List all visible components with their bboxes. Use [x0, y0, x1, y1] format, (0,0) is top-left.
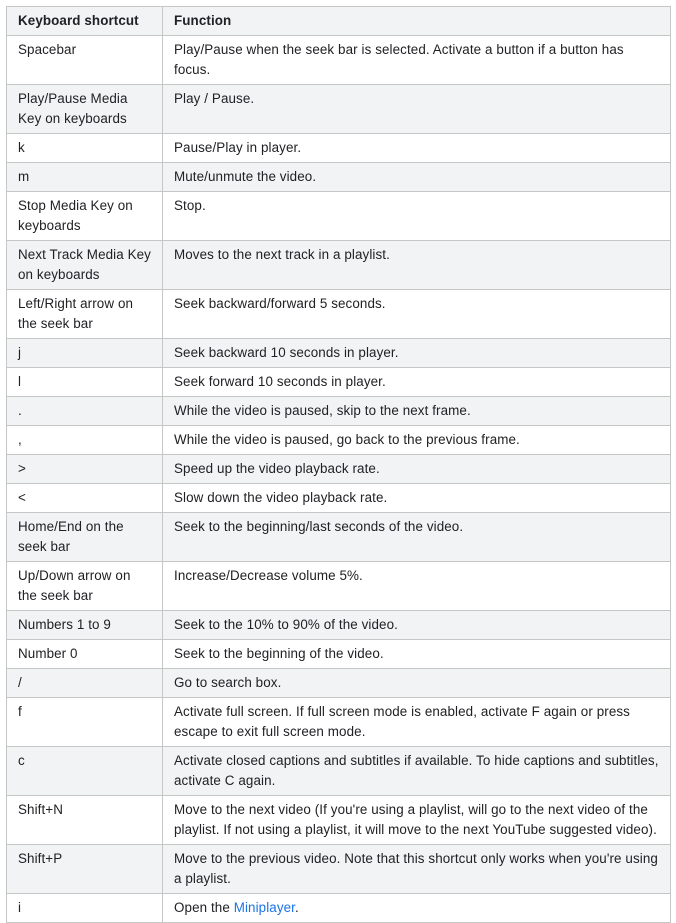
shortcut-cell: Next Track Media Key on keyboards	[7, 241, 163, 290]
shortcut-cell: f	[7, 698, 163, 747]
table-row	[7, 894, 671, 923]
table-row	[7, 339, 671, 368]
function-text: Open the	[174, 900, 234, 915]
function-cell: Seek forward 10 seconds in player.	[163, 368, 671, 397]
shortcut-cell: Numbers 1 to 9	[7, 611, 163, 640]
table-row	[7, 611, 671, 640]
table-row	[7, 192, 671, 241]
shortcut-cell: j	[7, 339, 163, 368]
function-cell: Activate closed captions and subtitles if available. To hide captions and subtitles, activate C again.	[163, 747, 671, 796]
function-cell: Seek to the beginning of the video.	[163, 640, 671, 669]
shortcut-cell: Up/Down arrow on the seek bar	[7, 562, 163, 611]
function-cell: Speed up the video playback rate.	[163, 455, 671, 484]
table-row	[7, 640, 671, 669]
function-cell: Activate full screen. If full screen mode is enabled, activate F again or press escape to exit full screen mode.	[163, 698, 671, 747]
header-function: Function	[163, 7, 671, 36]
function-cell: Seek backward/forward 5 seconds.	[163, 290, 671, 339]
function-cell: Stop.	[163, 192, 671, 241]
table-row	[7, 290, 671, 339]
function-cell: Moves to the next track in a playlist.	[163, 241, 671, 290]
table-row	[7, 698, 671, 747]
table-row	[7, 513, 671, 562]
function-cell: Move to the next video (If you're using a playlist, will go to the next video of the playlist. If not using a playlist, it will move to the next YouTube suggested video).	[163, 796, 671, 845]
table-row	[7, 845, 671, 894]
table-row	[7, 397, 671, 426]
shortcut-cell: Shift+P	[7, 845, 163, 894]
function-cell: Seek to the 10% to 90% of the video.	[163, 611, 671, 640]
function-cell: Slow down the video playback rate.	[163, 484, 671, 513]
shortcut-cell: /	[7, 669, 163, 698]
shortcut-cell: Shift+N	[7, 796, 163, 845]
function-cell: Increase/Decrease volume 5%.	[163, 562, 671, 611]
function-cell: Go to search box.	[163, 669, 671, 698]
function-cell: Seek backward 10 seconds in player.	[163, 339, 671, 368]
shortcut-cell: Play/Pause Media Key on keyboards	[7, 85, 163, 134]
shortcut-cell: >	[7, 455, 163, 484]
table-header-row	[7, 7, 671, 36]
function-cell: Play/Pause when the seek bar is selected. Activate a button if a button has focus.	[163, 36, 671, 85]
function-cell: While the video is paused, go back to the previous frame.	[163, 426, 671, 455]
shortcut-cell: Spacebar	[7, 36, 163, 85]
table-row	[7, 669, 671, 698]
shortcut-cell: m	[7, 163, 163, 192]
function-cell: Move to the previous video. Note that this shortcut only works when you're using a playlist.	[163, 845, 671, 894]
shortcut-cell: .	[7, 397, 163, 426]
table-row	[7, 368, 671, 397]
table-row	[7, 455, 671, 484]
shortcut-cell: ,	[7, 426, 163, 455]
table-row	[7, 163, 671, 192]
shortcut-cell: c	[7, 747, 163, 796]
table-row	[7, 562, 671, 611]
shortcut-cell: Left/Right arrow on the seek bar	[7, 290, 163, 339]
keyboard-shortcuts-table	[6, 6, 671, 923]
table-row	[7, 134, 671, 163]
header-keyboard-shortcut: Keyboard shortcut	[7, 7, 163, 36]
shortcut-cell: Stop Media Key on keyboards	[7, 192, 163, 241]
function-cell: Pause/Play in player.	[163, 134, 671, 163]
shortcut-cell: l	[7, 368, 163, 397]
function-cell	[163, 894, 671, 923]
table-row	[7, 747, 671, 796]
function-cell: While the video is paused, skip to the next frame.	[163, 397, 671, 426]
shortcut-cell: Number 0	[7, 640, 163, 669]
table-row	[7, 796, 671, 845]
table-row	[7, 85, 671, 134]
function-cell: Play / Pause.	[163, 85, 671, 134]
function-cell: Mute/unmute the video.	[163, 163, 671, 192]
shortcut-cell: i	[7, 894, 163, 923]
table-row	[7, 484, 671, 513]
function-cell: Seek to the beginning/last seconds of the video.	[163, 513, 671, 562]
table-row	[7, 426, 671, 455]
table-row	[7, 241, 671, 290]
table-row	[7, 36, 671, 85]
shortcut-cell: Home/End on the seek bar	[7, 513, 163, 562]
miniplayer-link[interactable]: Miniplayer	[233, 900, 296, 915]
shortcut-cell: k	[7, 134, 163, 163]
function-text-suffix: .	[295, 900, 299, 915]
shortcuts-table-container	[6, 6, 670, 923]
shortcut-cell: <	[7, 484, 163, 513]
